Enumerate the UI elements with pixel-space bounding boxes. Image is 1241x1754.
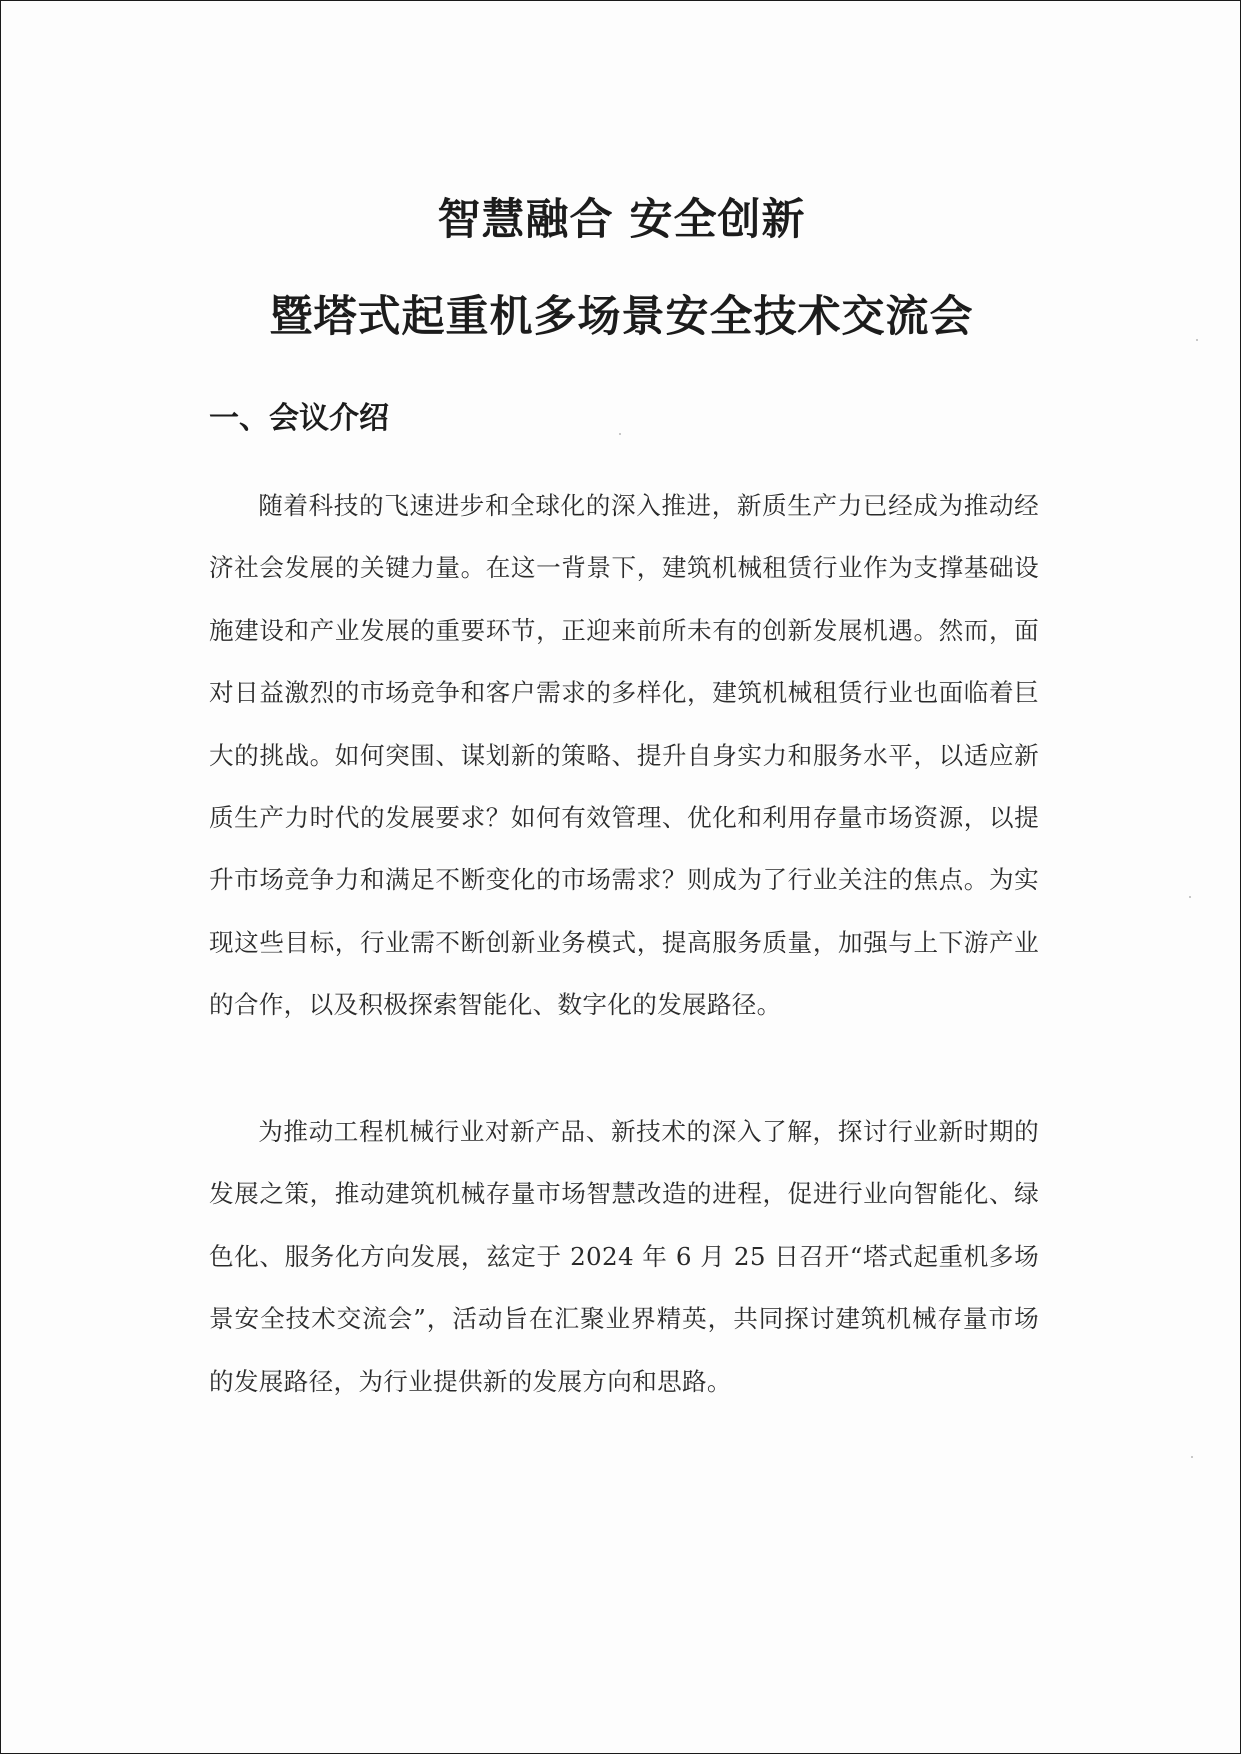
scan-speck [1196, 339, 1198, 341]
scan-speck [1189, 896, 1191, 898]
document-title-line-1: 智慧融合 安全创新 [437, 195, 806, 245]
scan-speck [619, 433, 621, 435]
body-paragraph-2: 为推动工程机械行业对新产品、新技术的深入了解，探讨行业新时期的发展之策，推动建筑机械存量市场智慧改造的进程，促进行业向智能化、绿色化、服务化方向发展，兹定于 2024 年 6 月 25 日召开“塔式起重机多场景安全技术交流会”，活动旨在汇聚业界精英，共同探讨建筑机械存量市场的发展路径，为行业提供新的发展方向和思路。 [209, 1117, 1039, 1396]
section-heading-meeting-intro: 一、会议介绍 [209, 401, 389, 436]
scan-speck [1191, 1456, 1193, 1458]
document-title-line-2: 暨塔式起重机多场景安全技术交流会 [269, 292, 974, 342]
body-paragraph-1: 随着科技的飞速进步和全球化的深入推进，新质生产力已经成为推动经济社会发展的关键力量。在这一背景下，建筑机械租赁行业作为支撑基础设施建设和产业发展的重要环节，正迎来前所未有的创新发展机遇。然而，面对日益激烈的市场竞争和客户需求的多样化，建筑机械租赁行业也面临着巨大的挑战。如何突围、谋划新的策略、提升自身实力和服务水平，以适应新质生产力时代的发展要求？如何有效管理、优化和利用存量市场资源，以提升市场竞争力和满足不断变化的市场需求？则成为了行业关注的焦点。为实现这些目标，行业需不断创新业务模式，提高服务质量，加强与上下游产业的合作，以及积极探索智能化、数字化的发展路径。 [209, 491, 1039, 1020]
